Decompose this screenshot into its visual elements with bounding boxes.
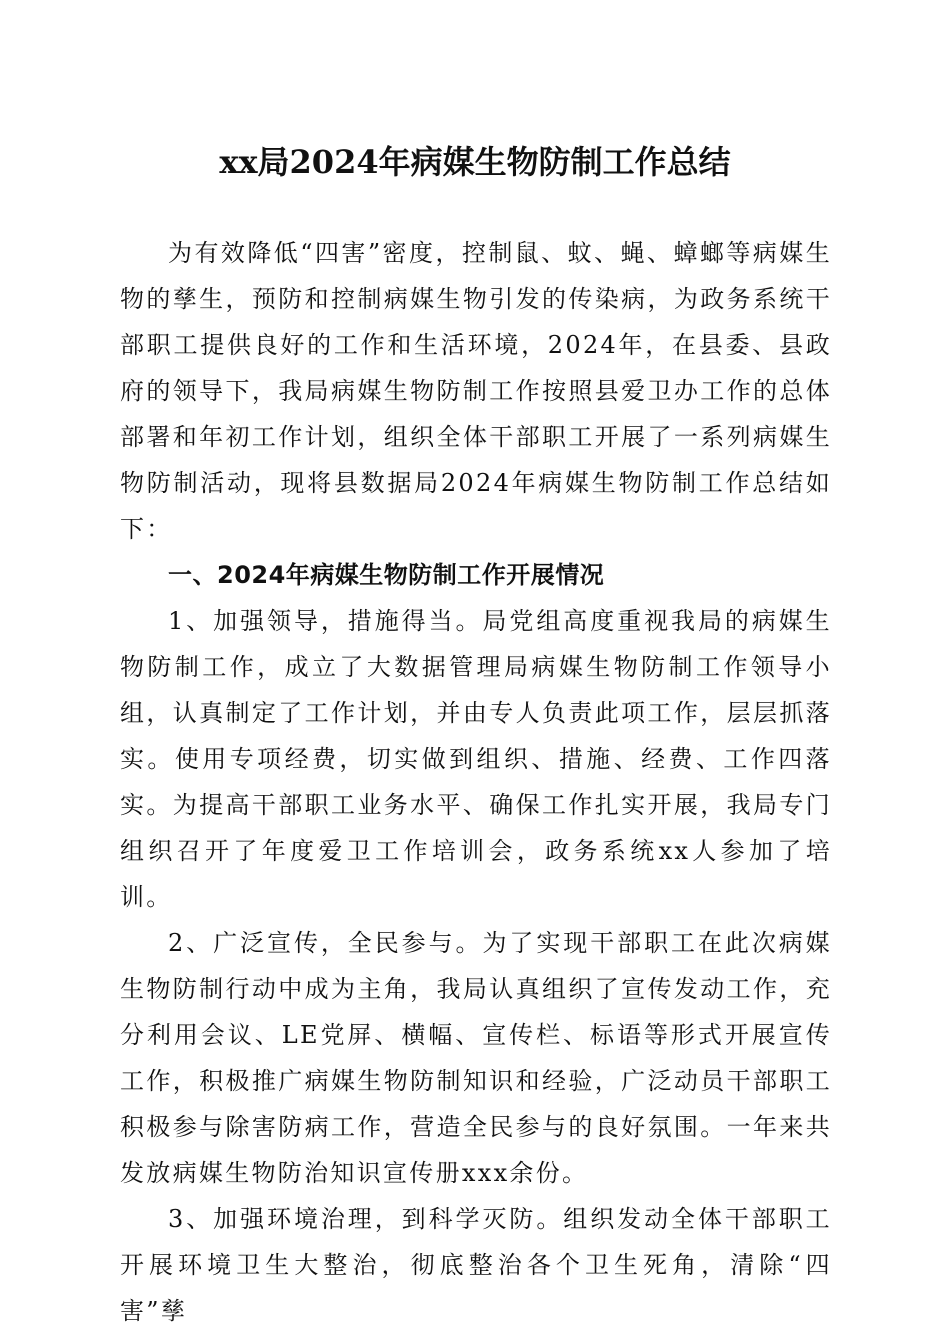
item-2-paragraph: 2、广泛宣传，全民参与。为了实现干部职工在此次病媒生物防制行动中成为主角，我局认真组织了宣传发动工作，充分利用会议、LE党屏、横幅、宣传栏、标语等形式开展宣传工作，积极推广病媒生物防制知识和经验，广泛动员干部职工积极参与除害防病工作，营造全民参与的良好氛围。一年来共发放病媒生物防治知识宣传册xxx余份。 — [120, 929, 832, 1187]
item-3-paragraph: 3、加强环境治理，到科学灭防。组织发动全体干部职工开展环境卫生大整治，彻底整治各个卫生死角，清除“四害”孳 — [120, 1205, 832, 1325]
item-1-paragraph: 1、加强领导，措施得当。局党组高度重视我局的病媒生物防制工作，成立了大数据管理局病媒生物防制工作领导小组，认真制定了工作计划，并由专人负责此项工作，层层抓落实。使用专项经费，切实做到组织、措施、经费、工作四落实。为提高干部职工业务水平、确保工作扎实开展，我局专门组织召开了年度爱卫工作培训会，政务系统xx人参加了培训。 — [120, 607, 832, 911]
intro-paragraph: 为有效降低“四害”密度，控制鼠、蚊、蝇、蟑螂等病媒生物的孳生，预防和控制病媒生物引发的传染病，为政务系统干部职工提供良好的工作和生活环境，2024年，在县委、县政府的领导下，我局病媒生物防制工作按照县爱卫办工作的总体部署和年初工作计划，组织全体干部职工开展了一系列病媒生物防制活动，现将县数据局2024年病媒生物防制工作总结如下： — [120, 239, 832, 543]
document-title: xx局2024年病媒生物防制工作总结 — [219, 143, 731, 181]
document-body — [120, 230, 832, 1334]
section-heading: 一、2024年病媒生物防制工作开展情况 — [168, 561, 605, 589]
